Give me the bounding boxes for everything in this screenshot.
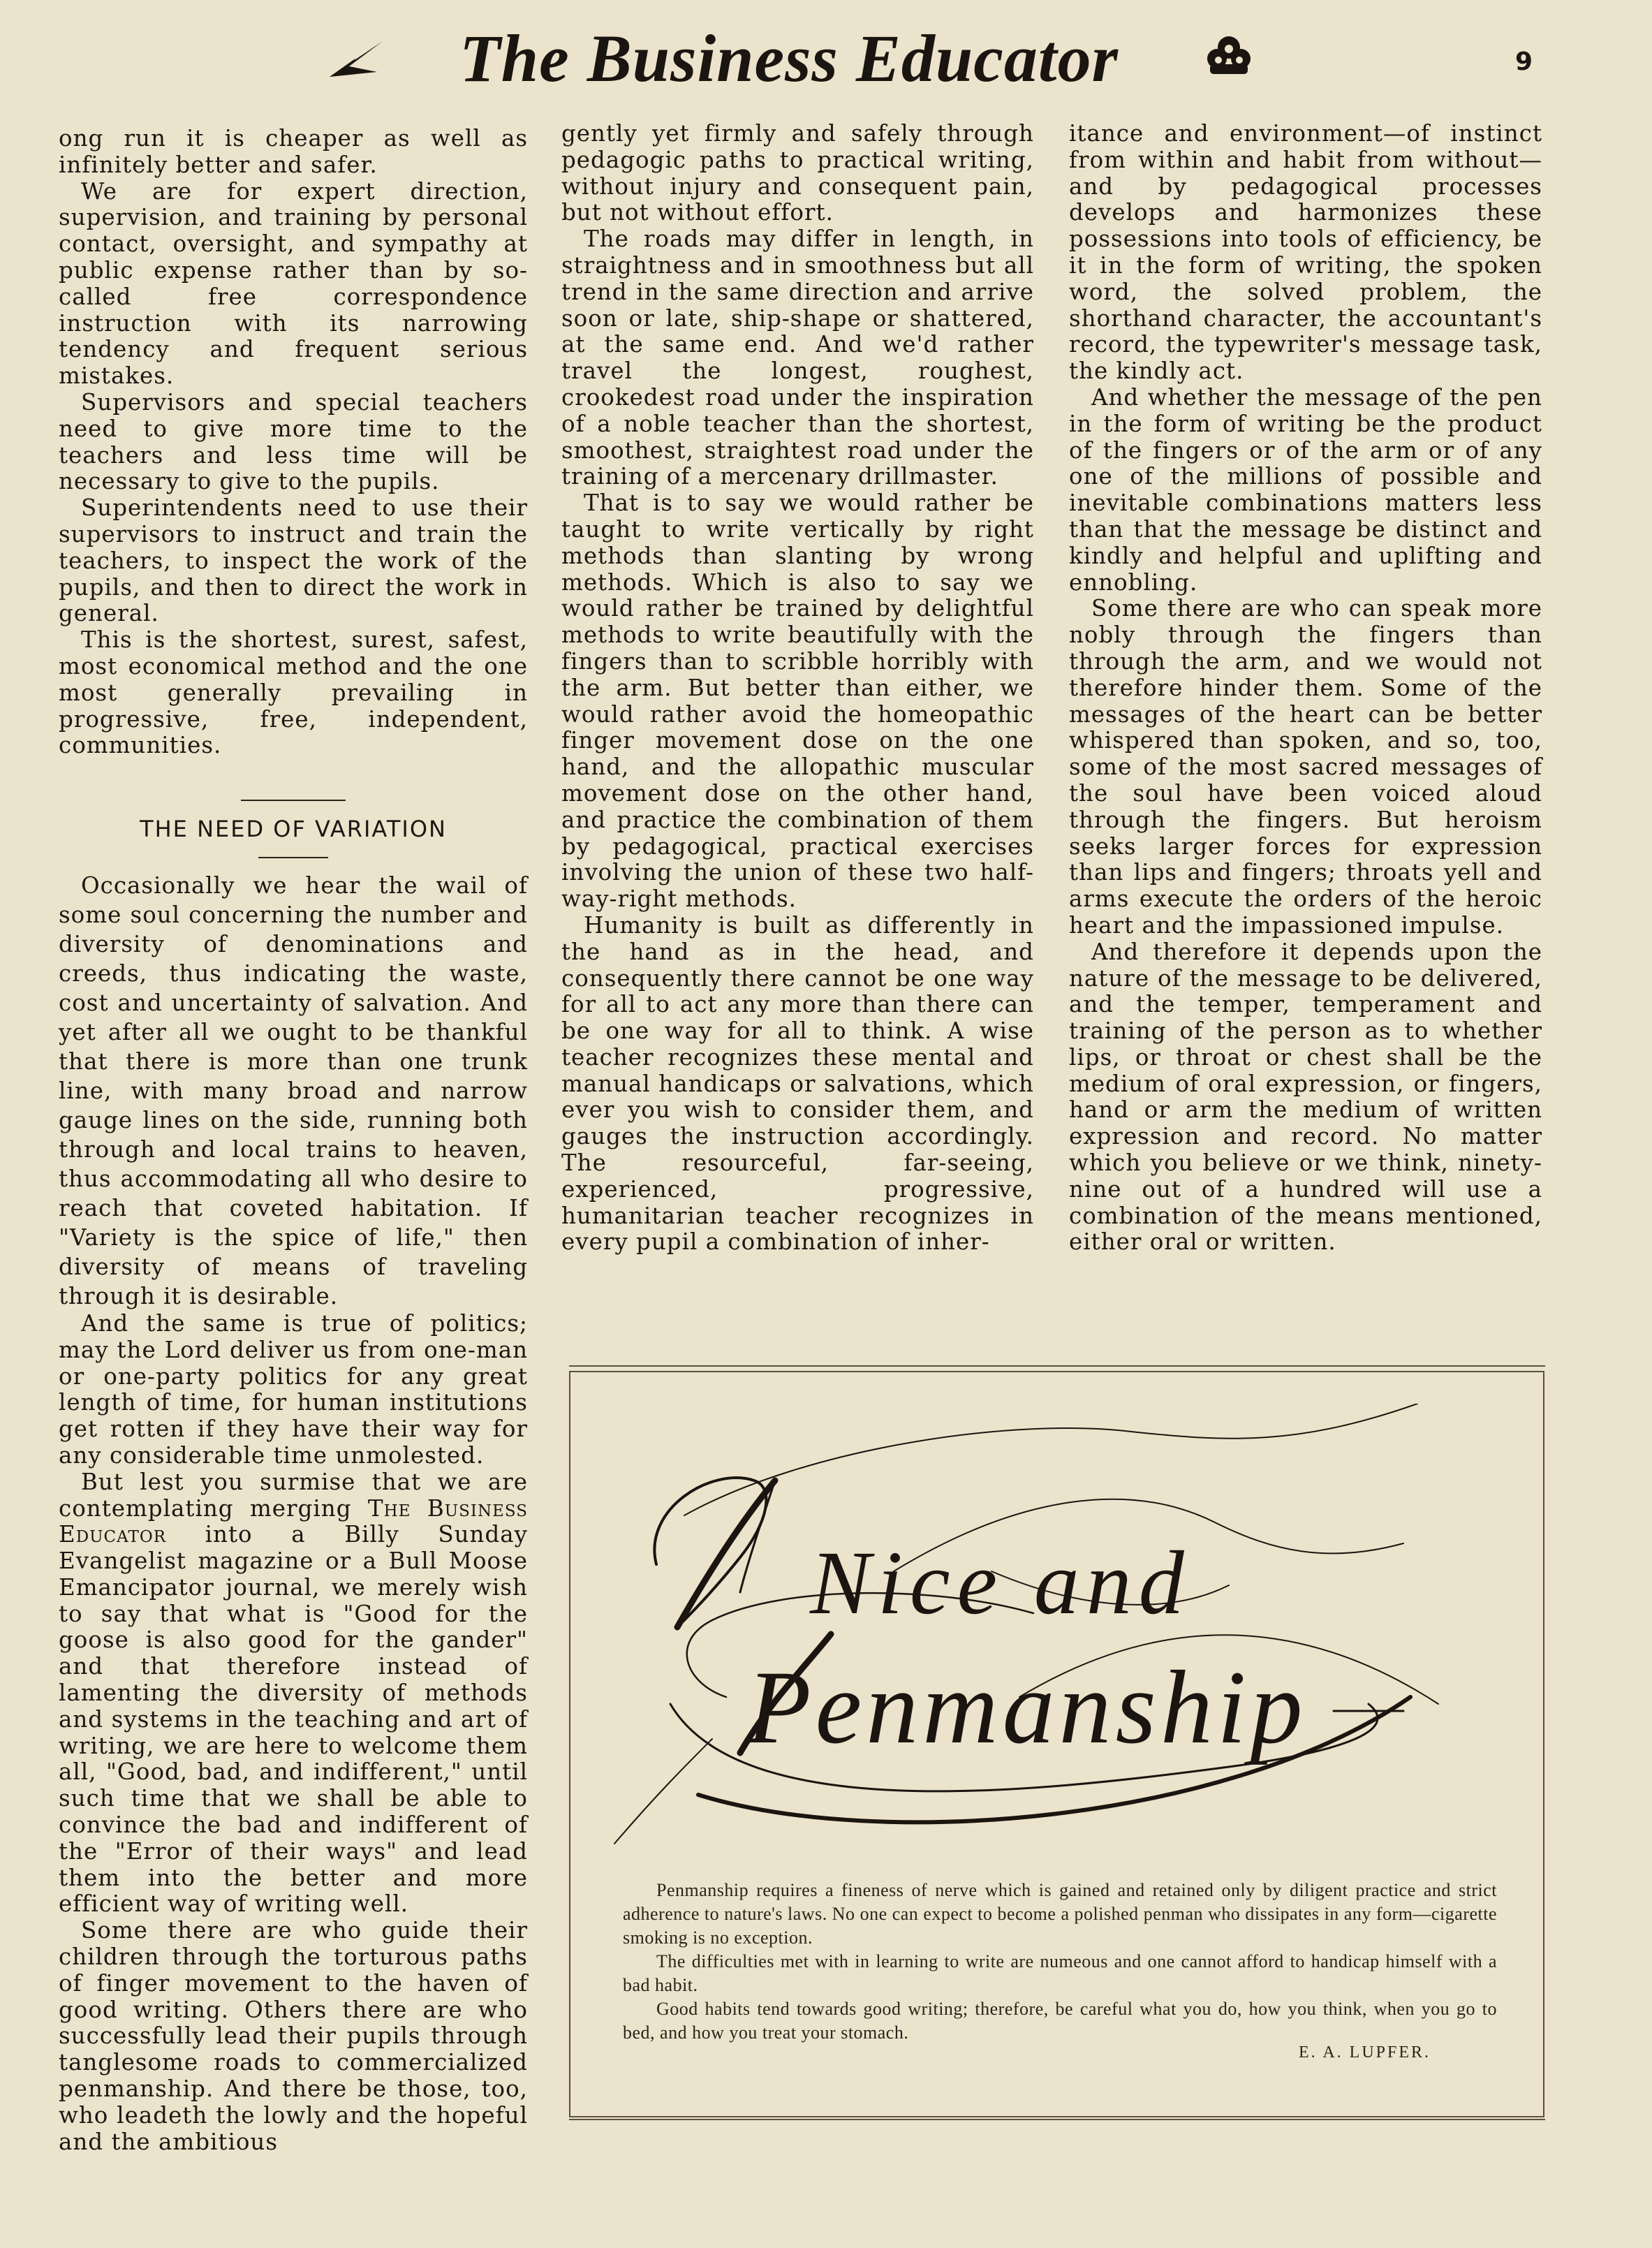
paragraph [59, 1469, 528, 1918]
penmanship-caption [623, 1879, 1497, 2045]
box-top-rule [569, 1365, 1545, 1367]
paragraph-text: But lest you surmise that we are contemplating merging [59, 1468, 528, 1522]
box-bottom-rule [569, 2119, 1545, 2120]
caption-paragraph: Penmanship requires a fineness of nerve which is gained and retained only by diligent practice and strict adherence to nature's laws. No one can expect to become a polished penman who dissipates in any form—cigarette smoking is no exception. [623, 1880, 1497, 1948]
column-1 [59, 126, 528, 2155]
column-3 [1069, 121, 1542, 1256]
journal-name: The Business Educator [59, 1494, 528, 1548]
paragraph: itance and environment—of instinct from within and habit from without—and by pedagogical processes develops and harmonizes these possessions into tools of efficiency, be it in the form of writing, the spoken word, the solved problem, the shorthand character, the accountant's record, the typewriter's message task, the kindly act. [1069, 120, 1542, 385]
paragraph: gently yet firmly and safely through pedagogic paths to practical writing, without injury and consequent pain, but not without effort. [561, 120, 1034, 226]
caption-paragraph: The difficulties met with in learning to write are numeous and one cannot afford to handicap himself with a bad habit. [623, 1951, 1497, 1995]
ornament-icon [1204, 34, 1253, 80]
paragraph: And therefore it depends upon the nature of the message to be delivered, and the temper, temperament and training of the person as to whether lips, or throat or chest shall be the medium of oral expression, or fingers, hand or arm the medium of written expression and record. No matter which you believe or we think, ninety-nine out of a hundred will use a combination of the means mentioned, either oral or written. [1069, 938, 1542, 1256]
quill-pen-icon [328, 38, 384, 83]
paragraph: Occasionally we hear the wail of some soul concerning the number and diversity of denominations and creeds, thus indicating the waste, cost and uncertainty of salvation. And yet after all we ought to be thankful that there is more than one trunk line, with many broad and narrow gauge lines on the side, running both through and local trains to heaven, thus accommodating all who desire to reach that coveted habitation. If "Variety is the spice of life," then diversity of means of traveling through it is desirable. [59, 872, 528, 1309]
paragraph-text: into a Billy Sunday Evangelist magazine or a Bull Moose Emancipator journal, we merely wish to say that what is "Good for the goose is also good for the gander" and that therefore instead of lamenting the diversity of methods and systems in the teaching and art of writing, we are here to welcome them all, "Good, bad, and indifferent," until such time that we shall be able to convince the bad and indifferent of the "Error of their ways" and lead them into the better and more efficient way of writing well. [59, 1521, 528, 1918]
masthead [0, 0, 1652, 105]
script-line-1: Nice and [810, 1533, 1191, 1633]
paragraph: Supervisors and special teachers need to give more time to the teachers and less time will be necessary to give to the pupils. [59, 388, 528, 495]
penmanship-script-illustration [600, 1404, 1522, 1865]
paragraph: Some there are who guide their children through the torturous paths of finger movement to the haven of good writing. Others there are who successfully lead their pupils through tanglesome roads to commercialized penmanship. And there be those, too, who leadeth the lowly and the hopeful and the ambitious [59, 1917, 528, 2155]
paragraph: Superintendents need to use their supervisors to instruct and train the teachers, to inspect the work of the pupils, and then to direct the work in general. [59, 494, 528, 627]
masthead-title: The Business Educator [459, 21, 1119, 96]
paragraph: And the same is true of politics; may the Lord deliver us from one-man or one-party politics for any great length of time, for human institutions get rotten if they have their way for any considerable time unmolested. [59, 1309, 528, 1469]
caption-paragraph: Good habits tend towards good writing; therefore, be careful what you do, how you think, when you go to bed, and how you treat your stomach. [623, 1999, 1497, 2043]
paragraph: And whether the message of the pen in the form of writing be the product of the fingers or of the arm or of any one of the millions of possible and inevitable combinations matters less than that the message be distinct and kindly and helpful and uplifting and ennobling. [1069, 383, 1542, 596]
script-line-2: Penmanship [747, 1650, 1307, 1765]
paragraph: We are for expert direction, supervision, and training by personal contact, oversight, and sympathy at public expense rather than by so-called free correspondence instruction with its narrowing tendency and frequent serious mistakes. [59, 177, 528, 390]
column-2 [561, 121, 1034, 1256]
author-signature: E. A. LUPFER. [1299, 2043, 1431, 2062]
paragraph: Some there are who can speak more nobly through the fingers than through the arm, and we would not therefore hinder them. Some of the messages of the heart can be better whispered than spoken, and so, too, some of the most sacred messages of the soul have been voiced aloud through the fingers. But heroism seeks larger forces for expression than lips and fingers; throats yell and arms execute the orders of the heroic heart and the impassioned impulse. [1069, 595, 1542, 939]
page-number: 9 [1515, 47, 1533, 76]
paragraph: ong run it is cheaper as well as infinitely better and safer. [59, 125, 528, 178]
paragraph: The roads may differ in length, in straightness and in smoothness but all trend in the same direction and arrive soon or late, ship-shape or shattered, at the same end. And we'd rather travel the longest, roughest, crookedest road under the inspiration of a noble teacher than the shortest, smoothest, straightest road under the training of a mercenary drillmaster. [561, 226, 1034, 490]
paragraph: That is to say we would rather be taught to write vertically by right methods than slanting by wrong methods. Which is also to say we would rather be trained by delightful methods to write beautifully with the fingers than to scribble horribly with the arm. But better than either, we would rather avoid the homeopathic finger movement dose on the one hand, and the allopathic muscular movement dose on the other hand, and practice the combination of them by pedagogical, practical exercises involving the union of these two half-way-right methods. [561, 490, 1034, 913]
section-heading: THE NEED OF VARIATION [140, 816, 447, 843]
paragraph: Humanity is built as differently in the hand as in the head, and consequently there cannot be one way for all to act any more than there can be one way for all to think. A wise teacher recognizes these mental and manual handicaps or salvations, which ever you wish to consider them, and gauges the instruction accordingly. The resourceful, far-seeing, experienced, progressive, humanitarian teacher recognizes in every pupil a combination of inher- [561, 911, 1034, 1256]
paragraph: This is the shortest, surest, safest, most economical method and the one most generally prevailing in progressive, free, independent, communities. [59, 626, 528, 759]
